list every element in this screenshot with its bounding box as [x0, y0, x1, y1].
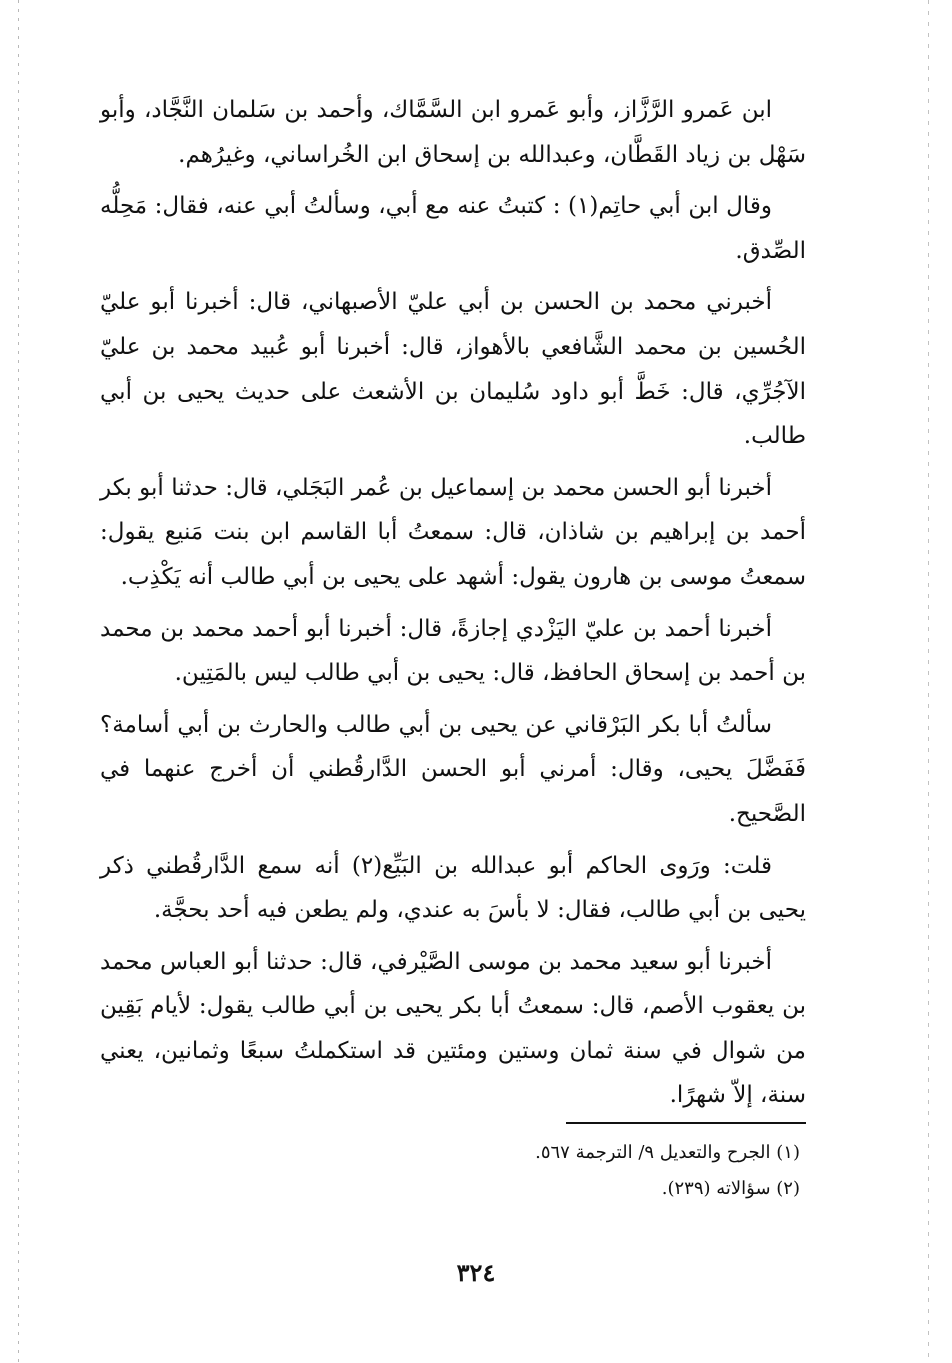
paragraph-6: سألتُ أبا بكر البَرْقاني عن يحيى بن أبي طالب والحارث بن أبي أسامة؟ فَفَضَّلَ يحيى، وقال: أمرني أبو الحسن الدَّارقُطني أن أخرج عنهما في الصَّحيح. [100, 711, 806, 827]
paragraph-8: أخبرنا أبو سعيد محمد بن موسى الصَّيْرفي، قال: حدثنا أبو العباس محمد بن يعقوب الأصم، قال: سمعتُ أبا بكر يحيى بن أبي طالب يقول: لأيام بَقِين من شوال في سنة ثمان وستين ومئتين قد استكملتُ سبعًا وثمانين، يعني سنة، إلاّ شهرًا. [100, 948, 806, 1109]
paragraph-2: وقال ابن أبي حاتِم(١) : كتبتُ عنه مع أبي، وسألتُ أبي عنه، فقال: مَحِلُّه الصِّدق. [100, 193, 806, 264]
paragraph-5: أخبرنا أحمد بن عليّ اليَزْدي إجازةً، قال: أخبرنا أبو أحمد محمد بن محمد بن أحمد بن إسحاق الحافظ، قال: يحيى بن أبي طالب ليس بالمَتِين. [100, 615, 806, 687]
page-number: ٣٢٤ [456, 1258, 496, 1287]
scan-edge-right [928, 0, 929, 1363]
scan-edge-left [18, 0, 19, 1363]
footnote-2: (٢) سؤالاته (٢٣٩). [661, 1178, 800, 1199]
paragraph-7: قلت: ورَوى الحاكم أبو عبدالله بن البَيِّع(٢) أنه سمع الدَّارقُطني ذكر يحيى بن أبي طالب، فقال: لا بأسَ به عندي، ولم يطعن فيه أحد بحجَّة. [100, 852, 806, 924]
main-text [100, 88, 806, 1125]
paragraph-4: أخبرنا أبو الحسن محمد بن إسماعيل بن عُمر البَجَلي، قال: حدثنا أبو بكر أحمد بن إبراهيم بن شاذان، قال: سمعتُ أبا القاسم ابن بنت مَنيع يقول: سمعتُ موسى بن هارون يقول: أشهد على يحيى بن أبي طالب أنه يَكْذِب. [100, 474, 806, 590]
footnote-1: (١) الجرح والتعديل ٩/ الترجمة ٥٦٧. [535, 1142, 800, 1163]
footnotes [400, 1135, 800, 1207]
paragraph-1: ابن عَمرو الرَّزَّاز، وأبو عَمرو ابن السَّمَّاك، وأحمد بن سَلمان النَّجَّاد، وأبو سَهْل بن زياد القَطَّان، وعبدالله بن إسحاق ابن الخُراساني، وغيرُهم. [100, 97, 806, 168]
footnote-separator [566, 1122, 806, 1124]
paragraph-3: أخبرني محمد بن الحسن بن أبي عليّ الأصبهاني، قال: أخبرنا أبو عليّ الحُسين بن محمد الشَّافعي بالأهواز، قال: أخبرنا أبو عُبيد محمد بن عليّ الآجُرِّي، قال: خَطَّ أبو داود سُليمان بن الأشعث على حديث يحيى بن أبي طالب. [100, 289, 806, 450]
